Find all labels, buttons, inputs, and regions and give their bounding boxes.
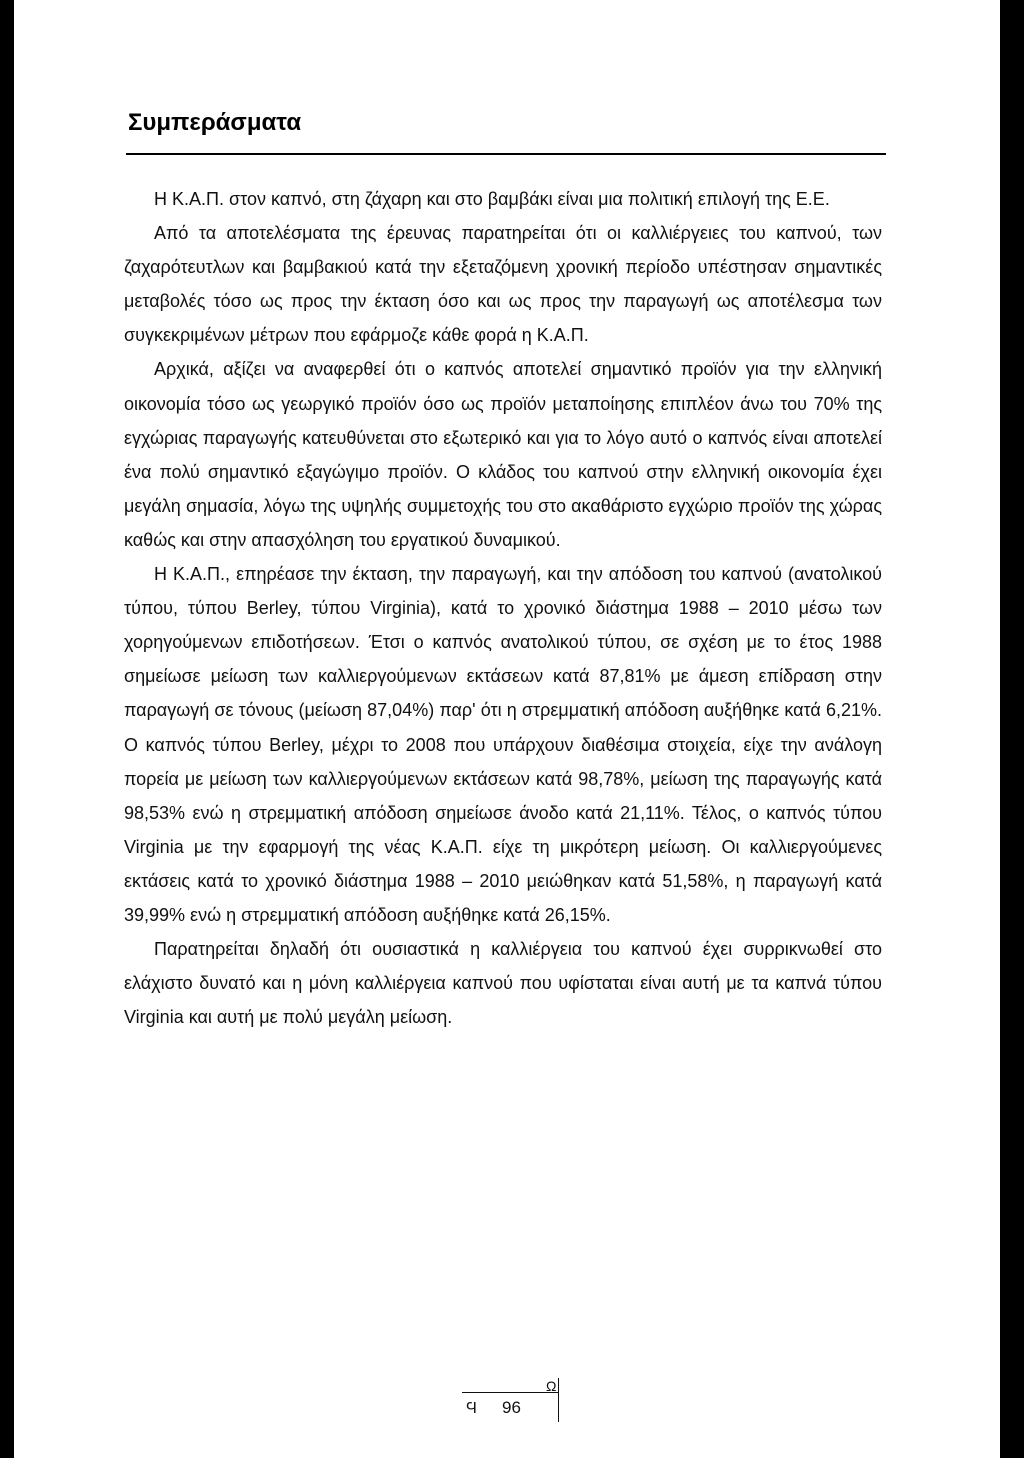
document-page [14, 0, 1000, 1458]
paragraph-cap-effects: Η Κ.Α.Π., επηρέασε την έκταση, την παραγωγή, και την απόδοση του καπνού (ανατολικού τύπου, τύπου Berley, τύπου Virginia), κατά το χρονικό διάστημα 1988 – 2010 μέσω των χορηγούμενων επιδοτήσεων. Έτσι ο καπνός ανατολικού τύπου, σε σχέση με το έτος 1988 σημείωσε μείωση των καλλιεργούμενων εκτάσεων κατά 87,81% με άμεση επίδραση στην παραγωγή σε τόνους (μείωση 87,04%) παρ' ότι η στρεμματική απόδοση αυξήθηκε κατά 6,21%. Ο καπνός τύπου Berley, μέχρι το 2008 που υπάρχουν διαθέσιμα στοιχεία, είχε την ανάλογη πορεία με μείωση των καλλιεργούμενων εκτάσεων κατά 98,78%, μείωση της παραγωγής κατά 98,53% ενώ η στρεμματική απόδοση σημείωσε άνοδο κατά 21,11%. Τέλος, ο καπνός τύπου Virginia με την εφαρμογή της νέας Κ.Α.Π. είχε τη μικρότερη μείωση. Οι καλλιεργούμενες εκτάσεις κατά το χρονικό διάστημα 1988 – 2010 μειώθηκαν κατά 51,58%, η παραγωγή κατά 39,99% ενώ η στρεμματική απόδοση αυξήθηκε κατά 26,15%. [124, 564, 882, 925]
paragraph-tobacco-importance: Αρχικά, αξίζει να αναφερθεί ότι ο καπνός αποτελεί σημαντικό προϊόν για την ελληνική οικονομία τόσο ως γεωργικό προϊόν όσο ως προϊόν μεταποίησης επιπλέον άνω του 70% της εγχώριας παραγωγής κατευθύνεται στο εξωτερικό και για το λόγο αυτό ο καπνός είναι αποτελεί ένα πολύ σημαντικό εξαγώγιμο προϊόν. Ο κλάδος του καπνού στην ελληνική οικονομία έχει μεγάλη σημασία, λόγω της υψηλής συμμετοχής του στο ακαθάριστο εγχώριο προϊόν της χώρας καθώς και στην απασχόληση του εργατικού δυναμικού. [124, 359, 882, 550]
page-number: 96 [502, 1398, 521, 1417]
heading-divider [126, 153, 886, 155]
paragraph-conclusion: Παρατηρείται δηλαδή ότι ουσιαστικά η καλλιέργεια του καπνού έχει συρρικνωθεί στο ελάχιστο δυνατό και η μόνη καλλιέργεια καπνού που υφίσταται είναι αυτή με τα καπνά τύπου Virginia και αυτή με πολύ μεγάλη μείωση. [124, 939, 882, 1028]
paragraph-cap-policy: Η Κ.Α.Π. στον καπνό, στη ζάχαρη και στο βαμβάκι είναι μια πολιτική επιλογή της Ε.Ε. [154, 189, 830, 209]
footer-mark-bracket [558, 1378, 559, 1422]
footer-mark-line [462, 1392, 558, 1393]
page-footer [450, 1378, 570, 1438]
page-heading: Συμπεράσματα [128, 109, 302, 136]
body-text [124, 182, 882, 1034]
footer-glyph-top: Ω [546, 1378, 557, 1394]
footer-glyph-left: Ϥ [466, 1400, 477, 1417]
paragraph-research-results: Από τα αποτελέσματα της έρευνας παρατηρείται ότι οι καλλιέργειες του καπνού, των ζαχαρότευτλων και βαμβακιού κατά την εξεταζόμενη χρονική περίοδο υπέστησαν σημαντικές μεταβολές τόσο ως προς την έκταση όσο και ως προς την παραγωγή ως αποτέλεσμα των συγκεκριμένων μέτρων που εφάρμοζε κάθε φορά η Κ.Α.Π. [124, 223, 882, 346]
